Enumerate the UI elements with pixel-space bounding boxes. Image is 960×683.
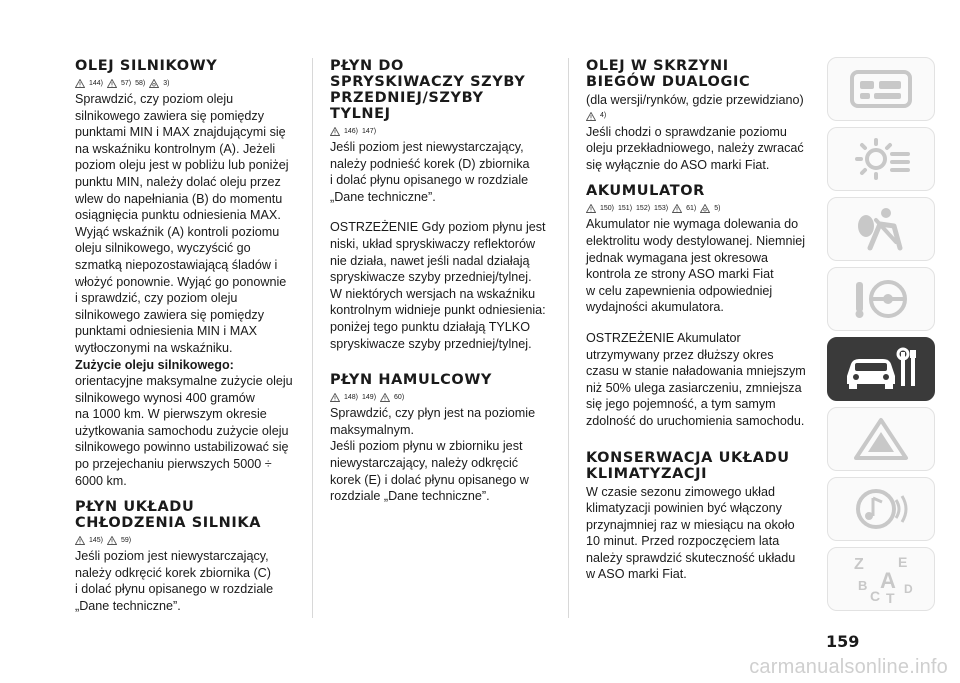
paragraph-line: silnikowego zawiera się pomiędzy — [75, 307, 264, 322]
paragraph-line: Jeśli poziom płynu w zbiorniku jest — [330, 439, 523, 454]
ref-label: 152) — [636, 204, 651, 212]
paragraph-line: W czasie sezonu zimowego układ — [586, 484, 775, 499]
tab-starting-driving[interactable] — [827, 267, 935, 331]
paragraph-line: 6000 km. — [75, 473, 127, 488]
ref-label: 3) — [163, 79, 170, 87]
caution-icon — [586, 112, 596, 121]
paragraph-line: kontrola ze strony ASO marki Fiat — [586, 267, 774, 282]
ref-label: 61) — [686, 204, 697, 212]
reference-row — [586, 201, 814, 216]
paragraph-line: OSTRZEŻENIE Gdy poziom płynu jest — [330, 220, 546, 235]
paragraph-line: na 1000 km. W pierwszym okresie — [75, 407, 267, 422]
index-icon — [846, 554, 916, 604]
paragraph-line: elektrolitu wody destylowanej. Niemniej — [586, 233, 806, 248]
ref-label: 59) — [121, 536, 132, 544]
paragraph-line: Jeśli chodzi o sprawdzanie poziomu — [586, 124, 787, 139]
paragraph-line: Sprawdzić, czy płyn jest na poziomie — [330, 406, 536, 421]
column-engine-oil — [75, 58, 299, 615]
paragraph-line: spryskiwacze szyby przedniej/tylnej. — [330, 270, 532, 285]
heading-line: CHŁODZENIA SILNIKA — [75, 515, 262, 532]
paragraph-line: W niektórych wersjach na wskaźniku — [330, 286, 536, 301]
heading-line: PRZEDNIEJ/SZYBY — [330, 90, 484, 106]
watermark: carmanualsonline.info — [749, 656, 948, 678]
ref-label: 146) — [344, 127, 359, 135]
paragraph-line: silnikowego powinno ustabilizować się — [75, 440, 289, 455]
paragraph-line: się jego pojemność, a tym samym — [586, 397, 776, 412]
page-number: 159 — [826, 632, 860, 651]
column-divider — [312, 58, 313, 618]
paragraph-line: przynajmniej raz w miesiącu na około — [586, 517, 795, 532]
heading-brake-fluid: PŁYN HAMULCOWY — [330, 372, 493, 389]
paragraph-line: oleju silnikowego, wyczyścić go — [75, 241, 251, 256]
key-steering-icon — [846, 274, 916, 324]
caution-icon — [107, 79, 117, 88]
paragraph-line: poziom oleju jest w pobliżu lub poniżej — [75, 158, 289, 173]
column-gearbox-battery — [586, 58, 814, 583]
tab-dashboard[interactable] — [827, 57, 935, 121]
heading-line: SPRYSKIWACZY SZYBY — [330, 74, 526, 90]
heading-battery: AKUMULATOR — [586, 183, 705, 200]
tab-index[interactable] — [827, 547, 935, 611]
index-letter: D — [904, 582, 913, 596]
index-letter: Z — [854, 556, 864, 573]
paragraph-line: i dolać płynu opisanego w rozdziale — [330, 173, 529, 188]
heading-line: BIEGÓW DUALOGIC — [586, 74, 751, 90]
paragraph-line: Sprawdzić, czy poziom oleju — [75, 92, 234, 106]
index-letter: T — [886, 590, 895, 606]
ref-label: 149) — [362, 393, 377, 401]
warning-icon — [330, 393, 340, 402]
paragraph-line: wlew do napełniania (B) do momentu — [75, 191, 283, 206]
paragraph-line: poniżej tego punktu działają TYLKO — [330, 319, 530, 334]
paragraph-line: na wskaźniku kontrolnym (A). Jeżeli — [75, 141, 276, 156]
warning-icon — [75, 536, 85, 545]
car-maintenance-icon — [841, 344, 921, 394]
heading-washer-fluid — [330, 58, 556, 122]
paragraph-line: Akumulator nie wymaga dolewania do — [586, 217, 799, 232]
tab-safety[interactable] — [827, 197, 935, 261]
index-letter: C — [870, 588, 881, 604]
reference-row — [75, 76, 299, 91]
paragraph-line: niski, układ spryskiwaczy reflektorów — [330, 236, 536, 251]
paragraph-line: Jeśli poziom jest niewystarczający, — [75, 549, 269, 564]
column-washer-brake — [330, 58, 556, 505]
caution-icon — [380, 393, 390, 402]
paragraph-line: i dolać płynu opisanego w rozdziale — [75, 582, 274, 597]
tab-multimedia[interactable] — [827, 477, 935, 541]
paragraph-line: niewystarczający, należy odkręcić — [330, 455, 519, 470]
caution-icon — [672, 204, 682, 213]
paragraph-line: wydajności akumulatora. — [586, 300, 724, 315]
paragraph-line: w celu zapewnienia odpowiedniej — [586, 283, 773, 298]
warning-icon — [586, 204, 596, 213]
tab-maintenance[interactable] — [827, 337, 935, 401]
paragraph-line: rozdziale „Dane techniczne”. — [330, 489, 490, 504]
paragraph-line: należy podnieść korek (D) zbiornika — [330, 156, 530, 171]
paragraph-line: należy sprawdzić skuteczność układu — [586, 550, 796, 565]
paragraph-line: „Dane techniczne”. — [330, 189, 436, 204]
paragraph-line: maksymalnym. — [330, 422, 414, 437]
paragraph-line: zdolność do uruchomienia samochodu. — [586, 413, 805, 428]
paragraph-line: punktu MIN, należy dolać oleju przez — [75, 174, 281, 189]
heading-ac-maintenance — [586, 450, 814, 482]
caution-icon — [107, 536, 117, 545]
paragraph-line: w ASO marki Fiat. — [586, 567, 687, 582]
dashboard-icon — [846, 66, 916, 112]
warning-icon — [75, 79, 85, 88]
ref-label: 60) — [394, 393, 405, 401]
paragraph-line: włożyć ponownie. Wyjąć go ponownie — [75, 274, 287, 289]
paragraph-line: orientacyjne maksymalne zużycie oleju — [75, 374, 293, 389]
paragraph-line: punktami odniesienia MIN i MAX — [75, 324, 257, 339]
ref-label: 4) — [600, 112, 607, 120]
reference-row — [330, 124, 556, 139]
reference-row — [586, 109, 814, 124]
paragraph-line: spryskiwacze szyby przedniej/tylnej. — [330, 336, 532, 351]
paragraph-line: użytkowania samochodu zużycie oleju — [75, 423, 289, 438]
heading-coolant — [75, 499, 299, 531]
paragraph-line: kontrolnym widnieje punkt odniesienia: — [330, 303, 546, 318]
heading-line: PŁYN UKŁADU — [75, 499, 195, 516]
paragraph-line: „Dane techniczne”. — [75, 599, 181, 614]
multimedia-icon — [846, 484, 916, 534]
paragraph-line: OSTRZEŻENIE Akumulator — [586, 330, 741, 345]
paragraph-line: silnikowego zawiera się pomiędzy — [75, 108, 264, 123]
paragraph-line: i sprawdzić, czy poziom oleju — [75, 291, 238, 306]
paragraph-line: klimatyzacji powinien być włączony — [586, 501, 782, 516]
environment-icon — [149, 79, 159, 88]
index-letter: B — [858, 578, 868, 593]
paragraph-line: po przejechaniu pierwszych 5000 ÷ — [75, 457, 272, 472]
paragraph-line: silnikowego wynosi 400 gramów — [75, 390, 255, 405]
warning-icon — [330, 127, 340, 136]
heading-gearbox-oil — [586, 58, 814, 90]
ref-label: 144) — [89, 79, 104, 87]
heading-line: TYLNEJ — [330, 106, 391, 122]
ref-label: 58) — [135, 79, 146, 87]
paragraph-line: punktami MIN i MAX znajdującymi się — [75, 125, 286, 140]
paragraph-line: jednak wymagana jest okresowa — [586, 250, 769, 265]
heading-line: OLEJ W SKRZYNI — [586, 58, 729, 74]
paragraph-line: korek (E) i dolać płynu opisanego w — [330, 472, 529, 487]
paragraph-line: szmatką niepozostawiającą śladów i — [75, 257, 278, 272]
paragraph-line: Jeśli poziom jest niewystarczający, — [330, 140, 524, 154]
environment-icon — [700, 204, 710, 213]
index-letter: A — [880, 568, 896, 593]
heading-engine-oil: OLEJ SILNIKOWY — [75, 58, 218, 74]
paragraph-line: czasu w stanie naładowania mniejszym — [586, 364, 806, 379]
paragraph-line: oleju przekładniowego, należy zwracać — [586, 141, 804, 156]
ref-label: 145) — [89, 536, 104, 544]
paragraph-line: się wyłącznie do ASO marki Fiat. — [586, 157, 770, 172]
heading-line: KONSERWACJA UKŁADU — [586, 449, 790, 466]
ref-label: 5) — [714, 204, 721, 212]
tab-lights[interactable] — [827, 127, 935, 191]
ref-label: 148) — [344, 393, 359, 401]
column-divider — [568, 58, 569, 618]
chapter-tabs — [827, 57, 935, 617]
ref-label: 150) — [600, 204, 615, 212]
index-letter: E — [898, 554, 908, 570]
ref-label: 147) — [362, 127, 377, 135]
lights-icon — [846, 134, 916, 184]
ref-label: 57) — [121, 79, 132, 87]
paragraph-line: nie działa, nawet jeśli nadal działają — [330, 253, 530, 268]
reference-row — [75, 533, 299, 548]
subheading-oil-consumption: Zużycie oleju silnikowego: — [75, 357, 234, 372]
paragraph-line: osiągnięcia punktu odniesienia MAX. — [75, 208, 281, 223]
ref-label: 151) — [618, 204, 633, 212]
tab-emergency[interactable] — [827, 407, 935, 471]
ref-label: 153) — [654, 204, 669, 212]
paragraph-line: Wyjąć wskaźnik (A) kontroli poziomu — [75, 224, 280, 239]
paragraph-line: wytłoczonymi na wskaźniku. — [75, 340, 233, 355]
paragraph-line: należy odkręcić korek zbiornika (C) — [75, 565, 271, 580]
heading-line: PŁYN DO — [330, 58, 404, 74]
heading-line: KLIMATYZACJI — [586, 465, 708, 482]
paragraph-line: utrzymywany przez dłuższy okres — [586, 347, 774, 362]
reference-row — [330, 390, 556, 405]
warning-triangle-icon — [846, 414, 916, 464]
paragraph-line: niż 50% ulega zasiarczeniu, zmniejsza — [586, 380, 802, 395]
paragraph-line: 10 minut. Przed rozpoczęciem lata — [586, 534, 780, 549]
paragraph-line: (dla wersji/rynków, gdzie przewidziano) — [586, 93, 804, 107]
airbag-safety-icon — [846, 204, 916, 254]
